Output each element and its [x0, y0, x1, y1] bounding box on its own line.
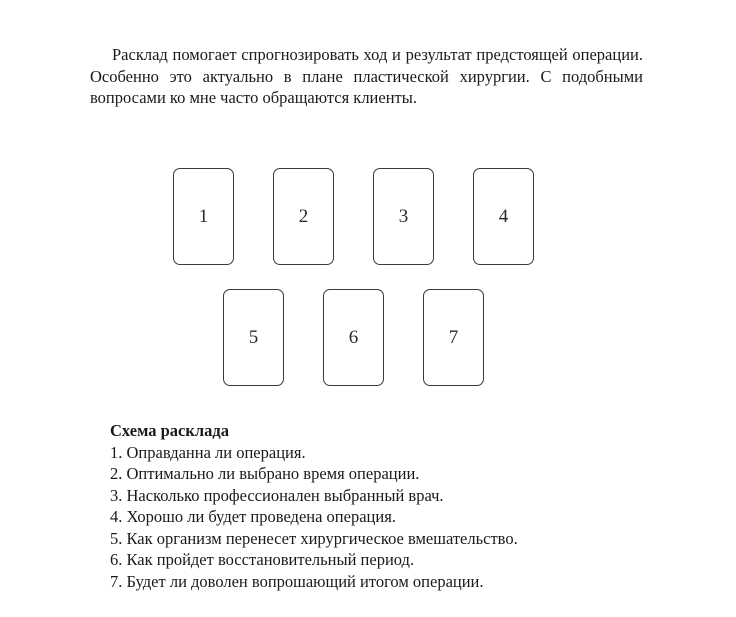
card-position-4: 4 [473, 168, 534, 265]
card-position-7: 7 [423, 289, 484, 386]
schema-item: 6. Как пройдет восстановительный период. [110, 550, 415, 569]
card-position-2: 2 [273, 168, 334, 265]
schema-item: 7. Будет ли доволен вопрошающий итогом операции. [110, 571, 484, 591]
schema-title: Схема расклада [110, 421, 229, 440]
schema-section [110, 420, 670, 592]
schema-item: 2. Оптимально ли выбрано время операции. [110, 464, 420, 483]
card-position-6: 6 [323, 289, 384, 386]
schema-item: 5. Как организм перенесет хирургическое вмешательство. [110, 528, 518, 548]
intro-paragraph: Расклад помогает спрогнозировать ход и результат предстоящей операции. Особенно это актуально в плане пластической хирургии. С подобными вопросами ко мне часто обращаются клиенты. [90, 45, 643, 107]
card-position-5: 5 [223, 289, 284, 386]
schema-item: 1. Оправданна ли операция. [110, 442, 306, 462]
schema-item: 3. Насколько профессионален выбранный врач. [110, 485, 444, 505]
card-position-1: 1 [173, 168, 234, 265]
schema-list [110, 442, 670, 593]
card-position-3: 3 [373, 168, 434, 265]
schema-item: 4. Хорошо ли будет проведена операция. [110, 507, 396, 526]
